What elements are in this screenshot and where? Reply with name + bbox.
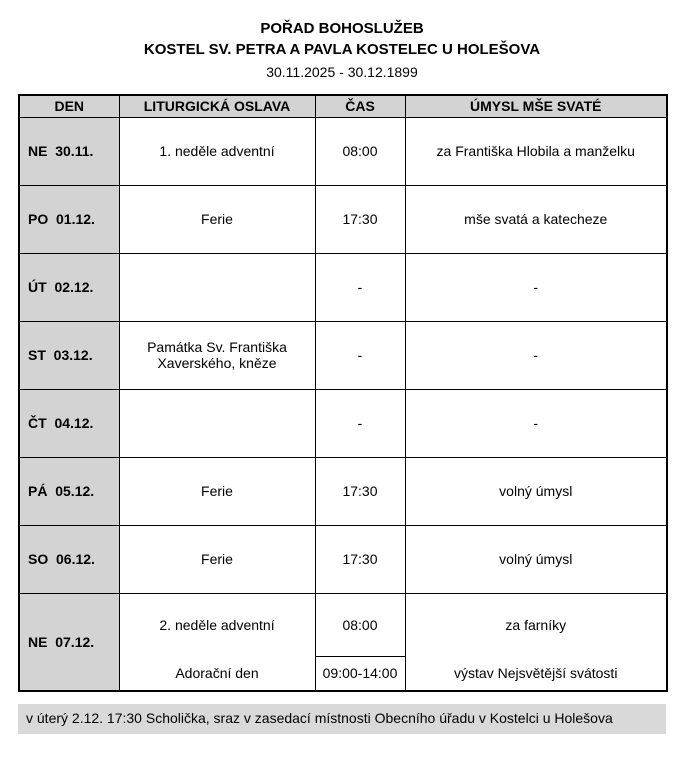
celebration-cell bbox=[119, 253, 315, 321]
celebration-cell: 1. neděle adventní bbox=[119, 117, 315, 185]
day-cell: NE 30.11. bbox=[19, 117, 119, 185]
table-row bbox=[19, 389, 667, 457]
table-row bbox=[19, 185, 667, 253]
column-header-cas: ČAS bbox=[315, 95, 405, 117]
intention-cell: - bbox=[405, 253, 667, 321]
intention-extra: výstav Nejsvětější svátosti bbox=[454, 664, 618, 681]
time-cell: 17:30 bbox=[315, 185, 405, 253]
table-row bbox=[19, 525, 667, 593]
day-cell: PO 01.12. bbox=[19, 185, 119, 253]
time-cell: - bbox=[315, 321, 405, 389]
intention-cell: za Františka Hlobila a manželku bbox=[405, 117, 667, 185]
intention-cell: mše svatá a katecheze bbox=[405, 185, 667, 253]
celebration-cell: Ferie bbox=[119, 457, 315, 525]
intention-cell: volný úmysl bbox=[405, 525, 667, 593]
celebration-cell bbox=[119, 389, 315, 457]
celebration-cell: Památka Sv. Františka Xaverského, kněze bbox=[119, 321, 315, 389]
column-header-oslava: LITURGICKÁ OSLAVA bbox=[119, 95, 315, 117]
day-cell: ST 03.12. bbox=[19, 321, 119, 389]
time-cell: 17:30 bbox=[315, 457, 405, 525]
time-cell bbox=[315, 593, 405, 691]
date-range: 30.11.2025 - 30.12.1899 bbox=[266, 64, 418, 80]
intention-cell: - bbox=[405, 389, 667, 457]
day-cell: SO 06.12. bbox=[19, 525, 119, 593]
column-header-umysl: ÚMYSL MŠE SVATÉ bbox=[405, 95, 667, 117]
document-header bbox=[18, 18, 666, 80]
day-cell: NE 07.12. bbox=[19, 593, 119, 691]
schedule-table bbox=[18, 94, 668, 692]
celebration-extra: Adorační den bbox=[175, 664, 259, 681]
time-cell: 08:00 bbox=[315, 117, 405, 185]
intention-cell bbox=[405, 593, 667, 691]
time-main: 08:00 bbox=[342, 616, 378, 633]
table-row bbox=[19, 321, 667, 389]
schedule-body bbox=[19, 117, 667, 691]
footer-note: v úterý 2.12. 17:30 Scholička, sraz v zasedací místnosti Obecního úřadu v Kostelci u Holešova bbox=[18, 704, 666, 734]
time-cell: - bbox=[315, 389, 405, 457]
table-row bbox=[19, 593, 667, 691]
column-header-den: DEN bbox=[19, 95, 119, 117]
intention-main: za farníky bbox=[505, 616, 567, 633]
time-extra: 09:00-14:00 bbox=[316, 656, 405, 690]
celebration-cell bbox=[119, 593, 315, 691]
celebration-cell: Ferie bbox=[119, 185, 315, 253]
table-header-row bbox=[19, 95, 667, 117]
table-row bbox=[19, 117, 667, 185]
day-cell: ÚT 02.12. bbox=[19, 253, 119, 321]
table-row bbox=[19, 457, 667, 525]
intention-cell: volný úmysl bbox=[405, 457, 667, 525]
intention-cell: - bbox=[405, 321, 667, 389]
page-title: POŘAD BOHOSLUŽEB bbox=[260, 20, 424, 37]
day-cell: ČT 04.12. bbox=[19, 389, 119, 457]
celebration-main: 2. neděle adventní bbox=[159, 616, 275, 633]
celebration-cell: Ferie bbox=[119, 525, 315, 593]
time-cell: 17:30 bbox=[315, 525, 405, 593]
time-cell: - bbox=[315, 253, 405, 321]
table-row bbox=[19, 253, 667, 321]
page-subtitle: KOSTEL SV. PETRA A PAVLA KOSTELEC U HOLEŠOVA bbox=[143, 41, 541, 58]
day-cell: PÁ 05.12. bbox=[19, 457, 119, 525]
